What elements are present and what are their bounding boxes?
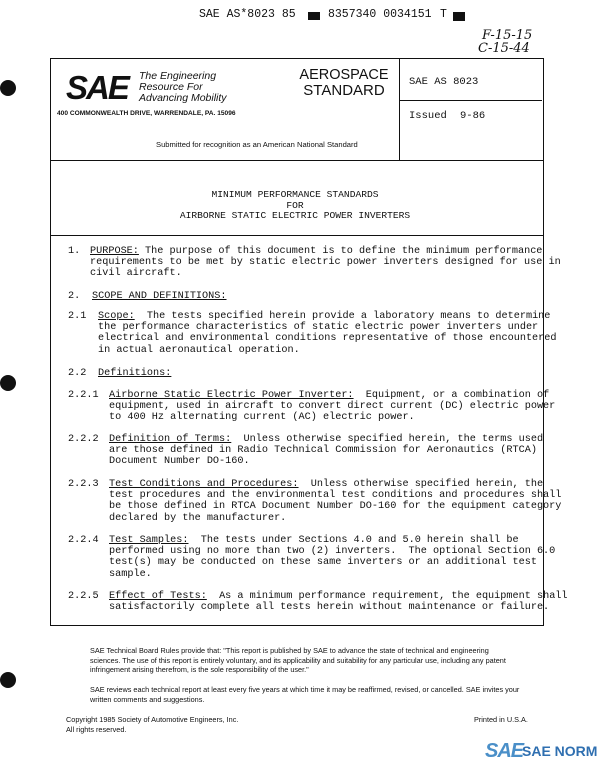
section-1-heading: PURPOSE:: [90, 246, 139, 257]
section-2-2-4-heading: Test Samples:: [109, 535, 189, 546]
title-divider-bottom: [50, 235, 543, 236]
header-divider-vertical: [399, 58, 400, 160]
section-2-1-heading: Scope:: [98, 311, 135, 322]
section-1-text-rest: requirements to be met by static electric power inverters designed for use in civil aircraft.: [90, 257, 561, 280]
section-2-2-1: [109, 390, 555, 424]
section-2-heading: SCOPE AND DEFINITIONS:: [92, 291, 227, 302]
title-line-2: FOR: [286, 199, 304, 211]
tagline-line-3: Advancing Mobility: [139, 92, 227, 104]
document-title: [150, 190, 440, 222]
section-2-1: [98, 311, 557, 356]
section-2-2-1-heading: Airborne Static Electric Power Inverter:: [109, 390, 354, 401]
tagline-line-2: Resource For: [139, 81, 203, 93]
section-2-2-4-text-first: The tests under Sections 4.0 and 5.0 herein shall be: [200, 535, 519, 546]
submitted-note: Submitted for recognition as an American National Standard: [156, 140, 358, 149]
watermark-name: SAE NORM: [522, 743, 598, 759]
section-2-2-5: [109, 591, 568, 613]
section-2-2-4-number: 2.2.4: [68, 535, 99, 546]
section-1: [90, 246, 561, 280]
section-2-2-3-heading: Test Conditions and Procedures:: [109, 479, 299, 490]
header-divider-bottom: [50, 160, 543, 161]
section-1-number: 1.: [68, 246, 81, 257]
section-2-2-3-text-first: Unless otherwise specified herein, the: [310, 479, 544, 490]
title-line-1: MINIMUM PERFORMANCE STANDARDS: [211, 189, 379, 200]
rights-reserved: All rights reserved.: [66, 725, 127, 734]
review-note: SAE reviews each technical report at least every five years at which time it may be reaffirmed, revised, or cancelled. SAE invites your written comments and suggestions.: [90, 685, 520, 704]
doc-number: SAE AS 8023: [409, 76, 479, 88]
section-2-2-2-heading: Definition of Terms:: [109, 434, 232, 445]
doc-type: [294, 68, 394, 98]
barcode-digits: 8357340 0034151: [328, 8, 432, 21]
section-2-2-5-text-rest: satisfactorily complete all tests herein without maintenance or failure.: [109, 602, 550, 614]
tagline-line-1: The Engineering: [139, 70, 217, 82]
handwritten-note-2: C-15-44: [478, 41, 530, 56]
section-2-2-2-text-first: Unless otherwise specified herein, the terms used: [243, 434, 544, 445]
section-2-2-2-number: 2.2.2: [68, 434, 99, 445]
section-2-2-5-text-first: As a minimum performance requirement, the equipment shall: [219, 591, 568, 602]
section-2-2-4-text-rest: performed using no more than two (2) inverters. The optional Section 6.0 test(s) may be conducted on these same inverters or an additional test sample.: [109, 546, 556, 580]
issued-date: 9-86: [460, 110, 486, 122]
watermark-logo: SAE: [485, 740, 524, 762]
section-2-1-number: 2.1: [68, 311, 87, 322]
section-2-2-5-heading: Effect of Tests:: [109, 591, 207, 602]
section-2-2-1-number: 2.2.1: [68, 390, 99, 401]
logo-tagline: [139, 71, 227, 104]
doc-code: SAE AS*8023 85: [199, 8, 296, 21]
section-2-2-1-text-first: Equipment, or a combination of: [365, 390, 550, 401]
section-2-1-text-rest: the performance characteristics of static electric power inverters under electrical and environmental conditions representative of those encountered in actual aeronautical operation.: [98, 322, 557, 356]
section-2-2-3-number: 2.2.3: [68, 479, 99, 490]
section-2-2-2-text-rest: are those defined in Radio Technical Commission for Aeronautics (RTCA) Document Number DO-160.: [109, 445, 537, 468]
section-1-text-first: The purpose of this document is to define the minimum performance: [145, 246, 543, 257]
punch-hole-middle: [0, 375, 16, 391]
section-2-2-heading: Definitions:: [98, 368, 172, 379]
section-2-2-3-text-rest: test procedures and the environmental test conditions and procedures shall be those defined in RTCA Document Number DO-160 for the equipment category declared by the manufacturer.: [109, 490, 562, 524]
punch-hole-bottom: [0, 672, 16, 688]
copyright: Copyright 1985 Society of Automotive Engineers, Inc.: [66, 715, 239, 724]
punch-hole-top: [0, 80, 16, 96]
section-2-2-3: [109, 479, 561, 524]
section-2-2-4: [109, 535, 555, 580]
section-2-2-5-number: 2.2.5: [68, 591, 99, 602]
sae-logo: SAE: [66, 69, 128, 106]
doc-type-line-2: STANDARD: [303, 82, 385, 99]
doc-suffix: T: [440, 8, 447, 21]
title-line-3: AIRBORNE STATIC ELECTRIC POWER INVERTERS: [179, 210, 411, 221]
printed-in: Printed in U.S.A.: [474, 715, 528, 724]
technical-board-rules: SAE Technical Board Rules provide that: "This report is published by SAE to advance the state of technical and engineering sciences. The use of this report is entirely voluntary, and its applicability and suitability for any particular use, including any patent infringement arising therefrom, is the sole responsibility of the user.": [90, 646, 506, 674]
handwritten-note-1: F-15-15: [482, 28, 533, 43]
suffix-block: [453, 12, 465, 21]
section-2-number: 2.: [68, 291, 81, 302]
section-2-1-text-first: The tests specified herein provide a laboratory means to determine: [146, 311, 551, 322]
section-2-2-2: [109, 434, 543, 468]
address: 400 COMMONWEALTH DRIVE, WARRENDALE, PA. 15096: [57, 110, 236, 117]
section-2-2-number: 2.2: [68, 368, 87, 379]
barcode-block: [308, 12, 320, 20]
header-divider-number: [399, 100, 542, 101]
doc-type-line-1: AEROSPACE: [299, 67, 389, 83]
issued-label: Issued: [409, 110, 447, 122]
section-2-2-1-text-rest: equipment, used in aircraft to convert direct current (DC) electric power to 400 Hz alternating current (AC) electric power.: [109, 401, 556, 424]
